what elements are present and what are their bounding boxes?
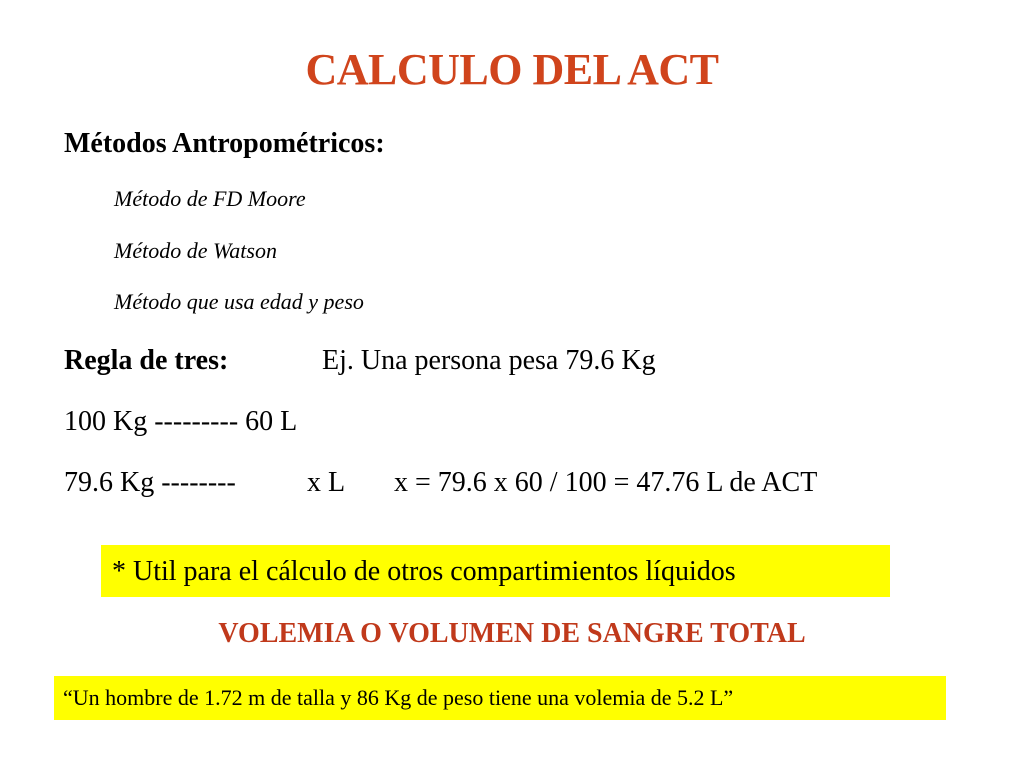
rule-line-2-result: x = 79.6 x 60 / 100 = 47.76 L de ACT <box>394 467 818 498</box>
note-highlight <box>101 545 890 597</box>
rule-line-1: 100 Kg --------- 60 L <box>64 406 298 437</box>
quote-highlight <box>54 676 946 720</box>
note-text: * Util para el cálculo de otros compartimientos líquidos <box>112 556 736 587</box>
method-item-age-weight: Método que usa edad y peso <box>114 289 364 314</box>
methods-heading: Métodos Antropométricos: <box>64 128 385 159</box>
rule-example: Ej. Una persona pesa 79.6 Kg <box>322 345 656 376</box>
method-item-watson: Método de Watson <box>114 238 277 263</box>
rule-heading: Regla de tres: <box>64 345 229 376</box>
method-item-moore: Método de FD Moore <box>114 186 306 211</box>
rule-line-2-left: 79.6 Kg -------- <box>64 467 236 498</box>
quote-text: “Un hombre de 1.72 m de talla y 86 Kg de peso tiene una volemia de 5.2 L” <box>63 685 734 710</box>
volemia-subtitle: VOLEMIA O VOLUMEN DE SANGRE TOTAL <box>218 618 806 649</box>
page-title: CALCULO DEL ACT <box>305 45 719 94</box>
rule-line-2-unknown: x L <box>307 467 346 498</box>
